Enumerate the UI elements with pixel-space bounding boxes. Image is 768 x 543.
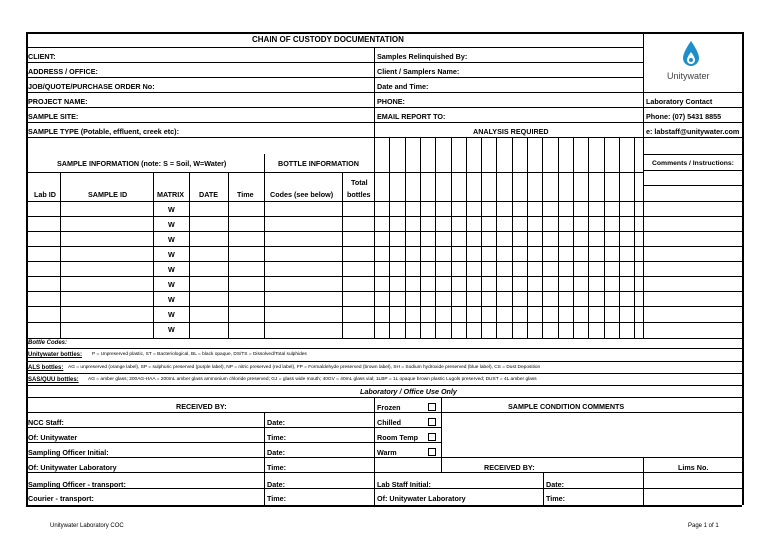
comments-heading: Comments / Instructions: bbox=[652, 160, 734, 167]
received-by-heading: RECEIVED BY: bbox=[176, 402, 227, 411]
grid-vline bbox=[342, 172, 343, 338]
sample-type-label: SAMPLE TYPE (Potable, effluent, creek etc): bbox=[28, 127, 179, 136]
col-codes: Codes (see below) bbox=[270, 190, 334, 199]
unitywater-bottles-label: Unitywater bottles: bbox=[28, 352, 83, 358]
grid-vline bbox=[588, 137, 589, 338]
grid-vline bbox=[481, 137, 482, 338]
condition-room-temp-label: Room Temp bbox=[377, 433, 418, 442]
address-label: ADDRESS / OFFICE: bbox=[28, 67, 98, 76]
grid-hline bbox=[26, 488, 742, 489]
lab-contact-heading: Laboratory Contact bbox=[646, 97, 713, 106]
als-bottles-text: AG = unpreserved (orange label), SP = sulphuric preserved (purple label), NP = nitric preserved (red label), FP = Formaldehyde preserved (brown label), SH = Sodium hydroxide preserved (blue label), CS = Dust Deposition bbox=[68, 365, 541, 370]
condition-frozen-label: Frozen bbox=[377, 403, 401, 412]
grid-vline bbox=[542, 137, 543, 338]
grid-vline bbox=[512, 137, 513, 338]
grid-hline bbox=[643, 185, 742, 186]
grid-hline bbox=[643, 92, 742, 93]
form-title: CHAIN OF CUSTODY DOCUMENTATION bbox=[252, 35, 404, 44]
job-quote-field[interactable] bbox=[220, 78, 370, 91]
lab-contact-email: e: labstaff@unitywater.com bbox=[646, 127, 740, 136]
lab-contact-phone: Phone: (07) 5431 8855 bbox=[646, 112, 722, 121]
col-bottles: bottles bbox=[347, 190, 371, 199]
footer-doc-name: Unitywater Laboratory COC bbox=[50, 523, 124, 529]
grid-hline bbox=[26, 412, 742, 413]
grid-hline bbox=[26, 172, 643, 173]
unitywater-logo-text: Unitywater bbox=[667, 71, 710, 81]
grid-hline bbox=[26, 32, 742, 34]
grid-hline bbox=[26, 457, 441, 458]
condition-chilled-label: Chilled bbox=[377, 418, 401, 427]
grid-vline bbox=[374, 47, 375, 137]
sas-quu-bottles-label: SAS/QUU bottles: bbox=[28, 377, 79, 383]
lab-date-label: Date: bbox=[546, 480, 564, 489]
col-matrix: MATRIX bbox=[157, 190, 185, 199]
matrix-cell: W bbox=[168, 220, 175, 229]
grid-vline bbox=[389, 137, 390, 338]
grid-hline bbox=[643, 154, 742, 155]
date-time-label: Date and Time: bbox=[377, 82, 429, 91]
als-bottles-label: ALS bottles: bbox=[28, 365, 64, 371]
matrix-cell: W bbox=[168, 265, 175, 274]
address-field[interactable] bbox=[220, 63, 370, 76]
col-lab-id: Lab ID bbox=[34, 190, 56, 199]
transport-time-label: Time: bbox=[267, 494, 287, 503]
col-total: Total bbox=[351, 178, 368, 187]
project-name-label: PROJECT NAME: bbox=[28, 97, 88, 106]
col-sample-id: SAMPLE ID bbox=[88, 190, 128, 199]
grid-hline bbox=[26, 427, 441, 428]
grid-vline bbox=[264, 412, 265, 505]
grid-hline bbox=[643, 107, 742, 108]
unitywater-bottles-text: P = Unpreserved plastic, ST = Bacteriological, BL = black opaque, DS/TS = Dissolved/Total sulphides bbox=[92, 352, 307, 357]
sample-condition-heading: SAMPLE CONDITION COMMENTS bbox=[508, 402, 625, 411]
grid-vline bbox=[374, 137, 375, 338]
col-time: Time bbox=[237, 190, 254, 199]
of-unitywater-lab-label-2: Of: Unitywater Laboratory bbox=[377, 494, 466, 503]
matrix-cell: W bbox=[168, 235, 175, 244]
matrix-cell: W bbox=[168, 250, 175, 259]
grid-hline bbox=[26, 348, 742, 349]
matrix-cell: W bbox=[168, 280, 175, 289]
room-temp-checkbox[interactable] bbox=[428, 433, 436, 441]
bottle-codes-heading: Bottle Codes: bbox=[28, 340, 67, 346]
grid-hline bbox=[26, 361, 742, 362]
chilled-checkbox[interactable] bbox=[428, 418, 436, 426]
sas-quu-bottles-text: AG = amber glass; 200AG-HAA = 200mL amber glass ammonium chloride preserved; GJ = glass wide mouth; 40GV = 40mL glass vial; 1LBP = 1L opaque brown plastic Lugols preserved; DUST = 4L amber glass bbox=[88, 377, 537, 382]
grid-hline bbox=[26, 397, 742, 398]
sample-site-label: SAMPLE SITE: bbox=[28, 112, 79, 121]
matrix-cell: W bbox=[168, 325, 175, 334]
ncc-staff-label: NCC Staff: bbox=[28, 418, 64, 427]
bottle-info-heading: BOTTLE INFORMATION bbox=[278, 159, 359, 168]
transport-date-label: Date: bbox=[267, 480, 285, 489]
grid-hline bbox=[643, 122, 742, 123]
grid-hline bbox=[26, 505, 742, 507]
unitywater-drop-icon bbox=[680, 40, 702, 68]
grid-hline bbox=[26, 442, 441, 443]
of-unitywater-lab-label: Of: Unitywater Laboratory bbox=[28, 463, 117, 472]
courier-transport-label: Courier - transport: bbox=[28, 494, 94, 503]
grid-vline bbox=[189, 172, 190, 338]
condition-warm-label: Warm bbox=[377, 448, 397, 457]
grid-vline bbox=[26, 32, 28, 505]
grid-vline bbox=[420, 137, 421, 338]
grid-vline bbox=[742, 32, 744, 505]
office-date-label-2: Date: bbox=[267, 448, 285, 457]
project-name-field[interactable] bbox=[220, 93, 370, 106]
grid-vline bbox=[527, 137, 528, 338]
samplers-name-field[interactable] bbox=[520, 63, 640, 76]
grid-vline bbox=[441, 397, 442, 472]
client-label: CLIENT: bbox=[28, 52, 56, 61]
relinquished-by-field[interactable] bbox=[520, 48, 640, 61]
grid-vline bbox=[60, 172, 61, 338]
grid-vline bbox=[451, 137, 452, 338]
analysis-required-label: ANALYSIS REQUIRED bbox=[473, 127, 549, 136]
email-report-field[interactable] bbox=[520, 108, 640, 121]
sample-type-field[interactable] bbox=[220, 123, 370, 136]
footer-page-number: Page 1 of 1 bbox=[688, 523, 719, 529]
job-quote-label: JOB/QUOTE/PURCHASE ORDER No: bbox=[28, 82, 155, 91]
matrix-cell: W bbox=[168, 310, 175, 319]
grid-vline bbox=[374, 397, 375, 505]
grid-hline bbox=[441, 457, 742, 458]
frozen-checkbox[interactable] bbox=[428, 403, 436, 411]
grid-hline bbox=[26, 385, 742, 386]
grid-vline bbox=[264, 154, 265, 172]
of-unitywater-label: Of: Unitywater bbox=[28, 433, 78, 442]
grid-vline bbox=[466, 137, 467, 338]
lab-time-label: Time: bbox=[546, 494, 566, 503]
office-date-label: Date: bbox=[267, 418, 285, 427]
grid-hline bbox=[26, 338, 742, 339]
sampling-officer-transport-label: Sampling Officer - transport: bbox=[28, 480, 126, 489]
grid-vline bbox=[604, 137, 605, 338]
grid-vline bbox=[153, 172, 154, 338]
email-report-label: EMAIL REPORT TO: bbox=[377, 112, 446, 121]
matrix-cell: W bbox=[168, 205, 175, 214]
matrix-cell: W bbox=[168, 295, 175, 304]
grid-hline bbox=[643, 170, 742, 171]
grid-vline bbox=[543, 472, 544, 505]
grid-vline bbox=[634, 137, 635, 338]
office-use-heading: Laboratory / Office Use Only bbox=[360, 387, 457, 396]
date-time-field[interactable] bbox=[520, 78, 640, 91]
col-date: DATE bbox=[199, 190, 219, 199]
sample-info-heading: SAMPLE INFORMATION (note: S = Soil, W=Water) bbox=[57, 159, 227, 168]
grid-hline bbox=[26, 373, 742, 374]
phone-field[interactable] bbox=[520, 93, 640, 106]
client-field[interactable] bbox=[220, 48, 370, 61]
received-by-heading-2: RECEIVED BY: bbox=[484, 463, 535, 472]
sample-site-field[interactable] bbox=[220, 108, 370, 121]
grid-vline bbox=[264, 172, 265, 338]
phone-label: PHONE: bbox=[377, 97, 405, 106]
grid-vline bbox=[643, 457, 644, 505]
samplers-name-label: Client / Samplers Name: bbox=[377, 67, 460, 76]
office-time-label: Time: bbox=[267, 433, 287, 442]
grid-vline bbox=[435, 137, 436, 338]
relinquished-by-label: Samples Relinquished By: bbox=[377, 52, 468, 61]
lab-staff-initial-label: Lab Staff Initial: bbox=[377, 480, 431, 489]
grid-vline bbox=[573, 137, 574, 338]
sampling-officer-initial-label: Sampling Officer Initial: bbox=[28, 448, 109, 457]
grid-vline bbox=[619, 137, 620, 338]
grid-vline bbox=[228, 172, 229, 338]
office-time-label-2: Time: bbox=[267, 463, 287, 472]
lims-no-label: Lims No. bbox=[678, 463, 709, 472]
grid-hline bbox=[26, 472, 742, 473]
warm-checkbox[interactable] bbox=[428, 448, 436, 456]
grid-vline bbox=[496, 137, 497, 338]
grid-vline bbox=[558, 137, 559, 338]
grid-vline bbox=[405, 137, 406, 338]
